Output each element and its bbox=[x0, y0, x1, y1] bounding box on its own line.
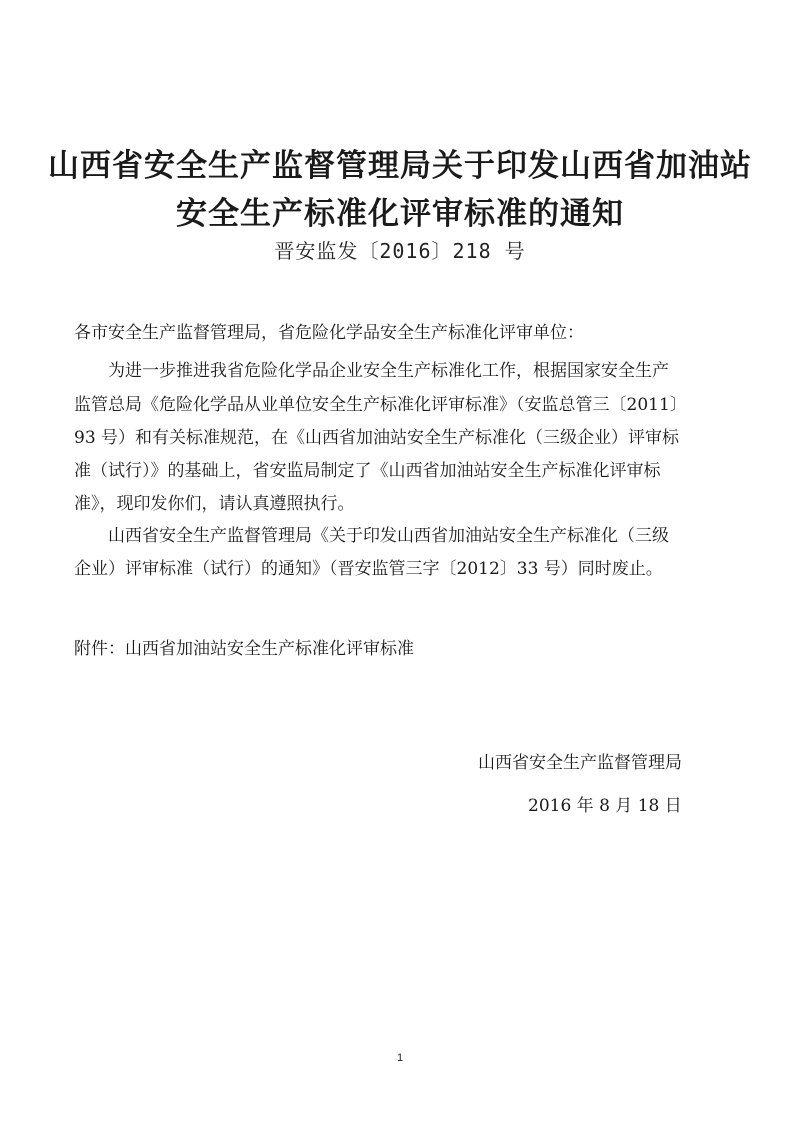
paragraph-line: 山西省安全生产监督管理局《关于印发山西省加油站安全生产标准化（三级 bbox=[108, 526, 669, 546]
page-number: 1 bbox=[396, 1052, 404, 1064]
paragraph-line: 93 号）和有关标准规范，在《山西省加油站安全生产标准化（三级企业）评审标 bbox=[74, 428, 680, 448]
document-title-line-2: 安全生产标准化评审标准的通知 bbox=[176, 196, 624, 232]
issuing-authority: 山西省安全生产监督管理局 bbox=[478, 753, 682, 773]
document-title-line-1: 山西省安全生产监督管理局关于印发山西省加油站 bbox=[48, 148, 752, 184]
attachment-note: 附件：山西省加油站安全生产标准化评审标准 bbox=[74, 639, 414, 659]
paragraph-line: 监管总局《危险化学品从业单位安全生产标准化评审标准》（安监总管三〔2011〕 bbox=[74, 395, 687, 415]
paragraph-line: 为进一步推进我省危险化学品企业安全生产标准化工作，根据国家安全生产 bbox=[108, 361, 669, 381]
document-number: 晋安监发〔2016〕218 号 bbox=[274, 239, 526, 263]
paragraph-line: 准（试行）》的基础上，省安监局制定了《山西省加油站安全生产标准化评审标 bbox=[74, 461, 661, 481]
paragraph-line: 准》，现印发你们，请认真遵照执行。 bbox=[74, 494, 355, 514]
paragraph-line: 企业）评审标准（试行）的通知》（晋安监管三字〔2012〕33 号）同时废止。 bbox=[74, 559, 663, 579]
issue-date: 2016 年 8 月 18 日 bbox=[528, 796, 682, 816]
salutation: 各市安全生产监督管理局，省危险化学品安全生产标准化评审单位： bbox=[74, 323, 584, 343]
